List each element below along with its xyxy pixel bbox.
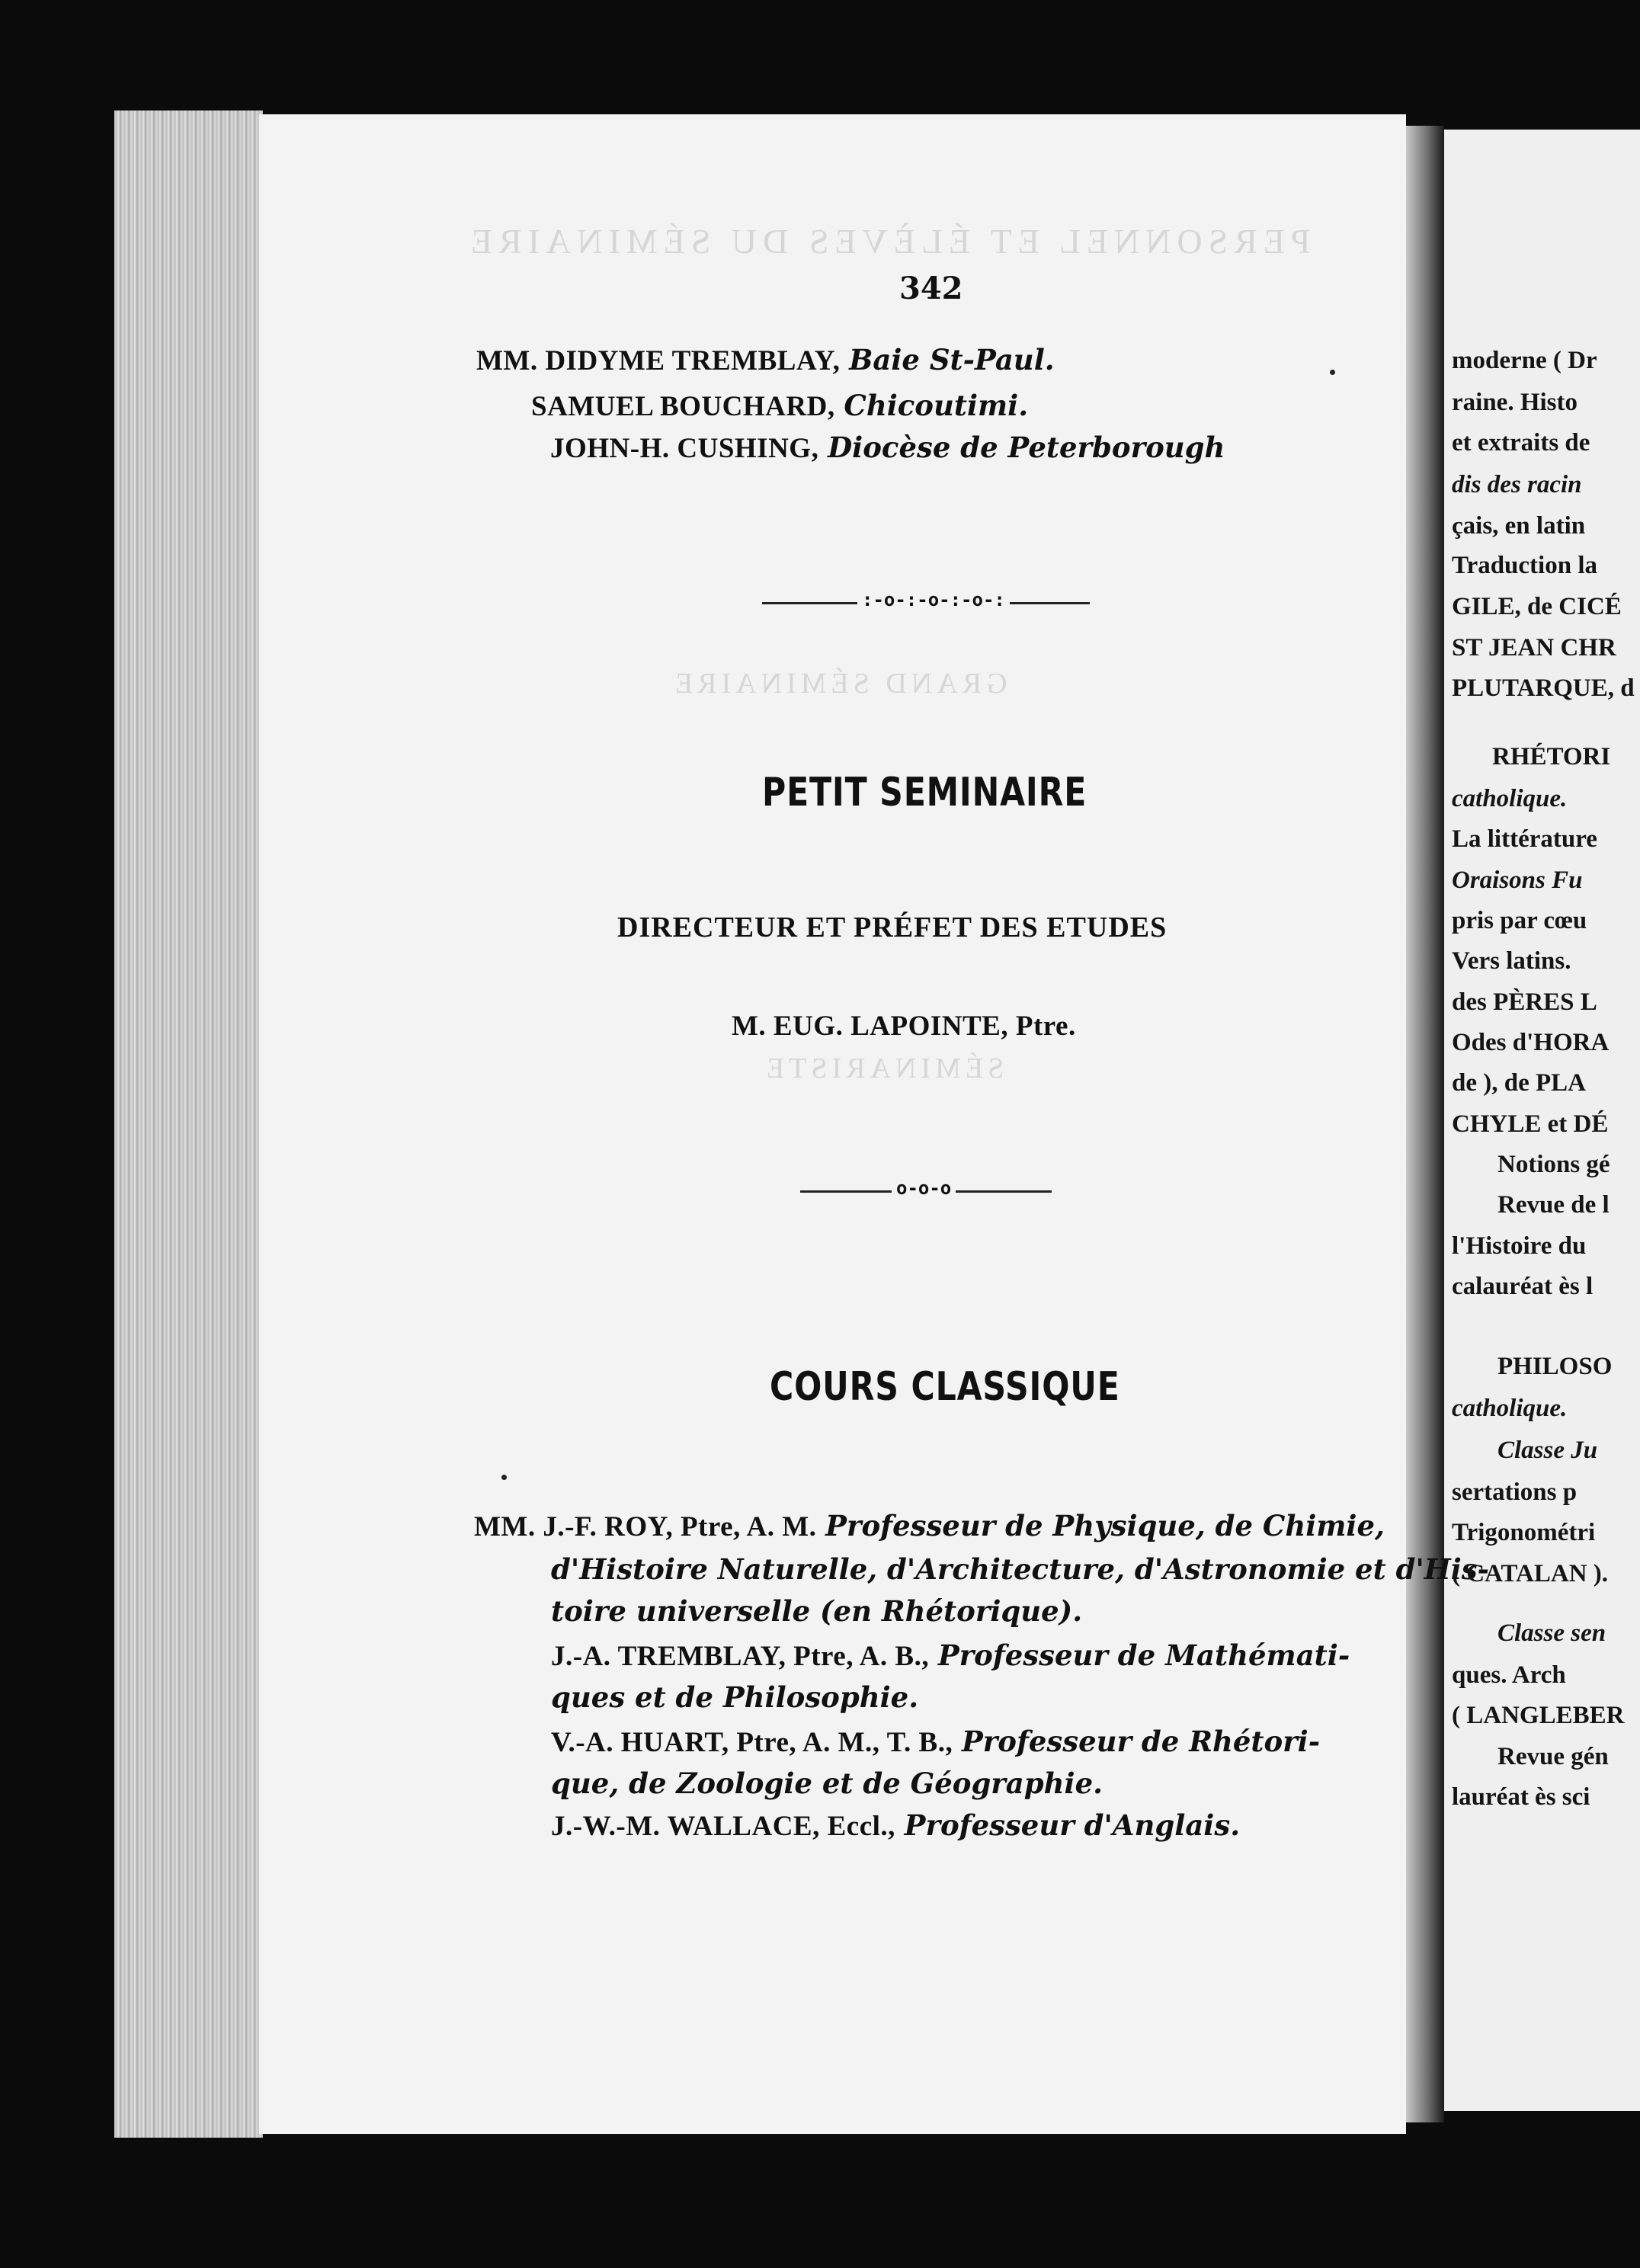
director-heading: DIRECTEUR ET PRÉFET DES ETUDES — [617, 911, 1168, 943]
student-entry — [531, 389, 1028, 423]
text-line: Trigonométri — [1452, 1519, 1596, 1546]
text-line: Odes d'HORA — [1452, 1029, 1610, 1056]
text-line: RHÉTORI — [1492, 743, 1611, 770]
student-name: SAMUEL BOUCHARD, — [531, 391, 835, 422]
cours-title: COURS CLASSIQUE — [770, 1364, 1120, 1410]
text-line: catholique. — [1452, 1395, 1568, 1422]
text-line: ( LANGLEBER — [1452, 1702, 1625, 1729]
text-line: çais, en latin — [1452, 512, 1586, 540]
text-line: Vers latins. — [1452, 947, 1571, 975]
student-entry — [476, 343, 1055, 377]
text-line: Classe sen — [1497, 1619, 1606, 1647]
text-line: Revue gén — [1497, 1743, 1609, 1770]
text-line: des PÈRES L — [1452, 988, 1597, 1016]
text-line: moderne ( Dr — [1452, 347, 1597, 374]
professor-role-cont: toire universelle (en Rhétorique). — [551, 1594, 1083, 1628]
printers-speck — [501, 1475, 507, 1480]
page-edges — [114, 111, 263, 2138]
text-line: ques. Arch — [1452, 1661, 1566, 1689]
text-line: PLUTARQUE, d — [1452, 674, 1635, 702]
professor-role: Professeur de Mathémati- — [937, 1639, 1350, 1672]
professor-name: V.-A. HUART, Ptre, A. M., T. B., — [551, 1727, 953, 1758]
text-line: Notions gé — [1497, 1151, 1610, 1178]
professor-entry — [474, 1509, 1385, 1543]
printers-speck — [1330, 370, 1335, 375]
text-line: Classe Ju — [1497, 1437, 1598, 1464]
bleed-through-text: GRAND SÉMINAIRE — [671, 668, 1007, 700]
text-line: calauréat ès l — [1452, 1273, 1594, 1300]
text-line: La littérature — [1452, 825, 1597, 853]
text-line: raine. Histo — [1452, 389, 1578, 416]
student-place: Baie St-Paul. — [849, 343, 1055, 376]
professor-entry — [551, 1725, 1320, 1759]
text-line: Traduction la — [1452, 552, 1597, 579]
professor-name: MM. J.-F. ROY, Ptre, A. M. — [474, 1511, 817, 1542]
text-line: de ), de PLA — [1452, 1069, 1586, 1097]
director-name: M. EUG. LAPOINTE, Ptre. — [732, 1011, 1076, 1042]
text-line: ST JEAN CHR — [1452, 634, 1616, 662]
text-line: l'Histoire du — [1452, 1232, 1587, 1260]
text-line: CHYLE et DÉ — [1452, 1110, 1609, 1138]
bleed-through-text: PERSONNEL ET ÉLÈVES DU SÉMINAIRE — [465, 222, 1311, 261]
professor-role-cont: d'Histoire Naturelle, d'Architecture, d'Astronomie et d'His- — [551, 1552, 1489, 1586]
book-gutter — [1406, 126, 1444, 2122]
student-name: JOHN-H. CUSHING, — [550, 433, 819, 464]
bleed-through-text: SÉMINARISTE — [762, 1052, 1004, 1084]
text-line: lauréat ès sci — [1452, 1783, 1590, 1811]
text-line: GILE, de CICÉ — [1452, 593, 1622, 620]
section-title: PETIT SEMINAIRE — [762, 770, 1087, 815]
text-line: et extraits de — [1452, 429, 1590, 456]
professor-role-cont: ques et de Philosophie. — [551, 1680, 919, 1714]
student-entry — [550, 431, 1225, 465]
professor-name: J.-W.-M. WALLACE, Eccl., — [551, 1811, 895, 1842]
student-place: Chicoutimi. — [844, 389, 1029, 422]
professor-role: Professeur de Rhétori- — [961, 1725, 1321, 1758]
text-line: sertations p — [1452, 1478, 1578, 1506]
text-line: Revue de l — [1497, 1191, 1610, 1219]
professor-name: J.-A. TREMBLAY, Ptre, A. B., — [551, 1641, 930, 1672]
text-line: Oraisons Fu — [1452, 867, 1583, 894]
text-line: catholique. — [1452, 785, 1568, 812]
professor-entry — [551, 1808, 1240, 1843]
text-line: PHILOSO — [1497, 1353, 1613, 1380]
professor-role: Professeur de Physique, de Chimie, — [825, 1509, 1385, 1542]
professor-role: Professeur d'Anglais. — [904, 1808, 1241, 1842]
text-line: dis des racin — [1452, 471, 1582, 498]
page-number: 342 — [899, 271, 963, 306]
professor-entry — [551, 1639, 1350, 1673]
professor-role-cont: que, de Zoologie et de Géographie. — [551, 1767, 1103, 1800]
text-line: pris par cœu — [1452, 907, 1587, 934]
text-line: ( CATALAN ). — [1452, 1560, 1609, 1587]
student-place: Diocèse de Peterborough — [828, 431, 1225, 464]
divider-ornament: :-o-:-o-:-o-: — [857, 589, 1010, 610]
divider-ornament: o-o-o — [892, 1177, 956, 1199]
student-name: MM. DIDYME TREMBLAY, — [476, 345, 841, 376]
